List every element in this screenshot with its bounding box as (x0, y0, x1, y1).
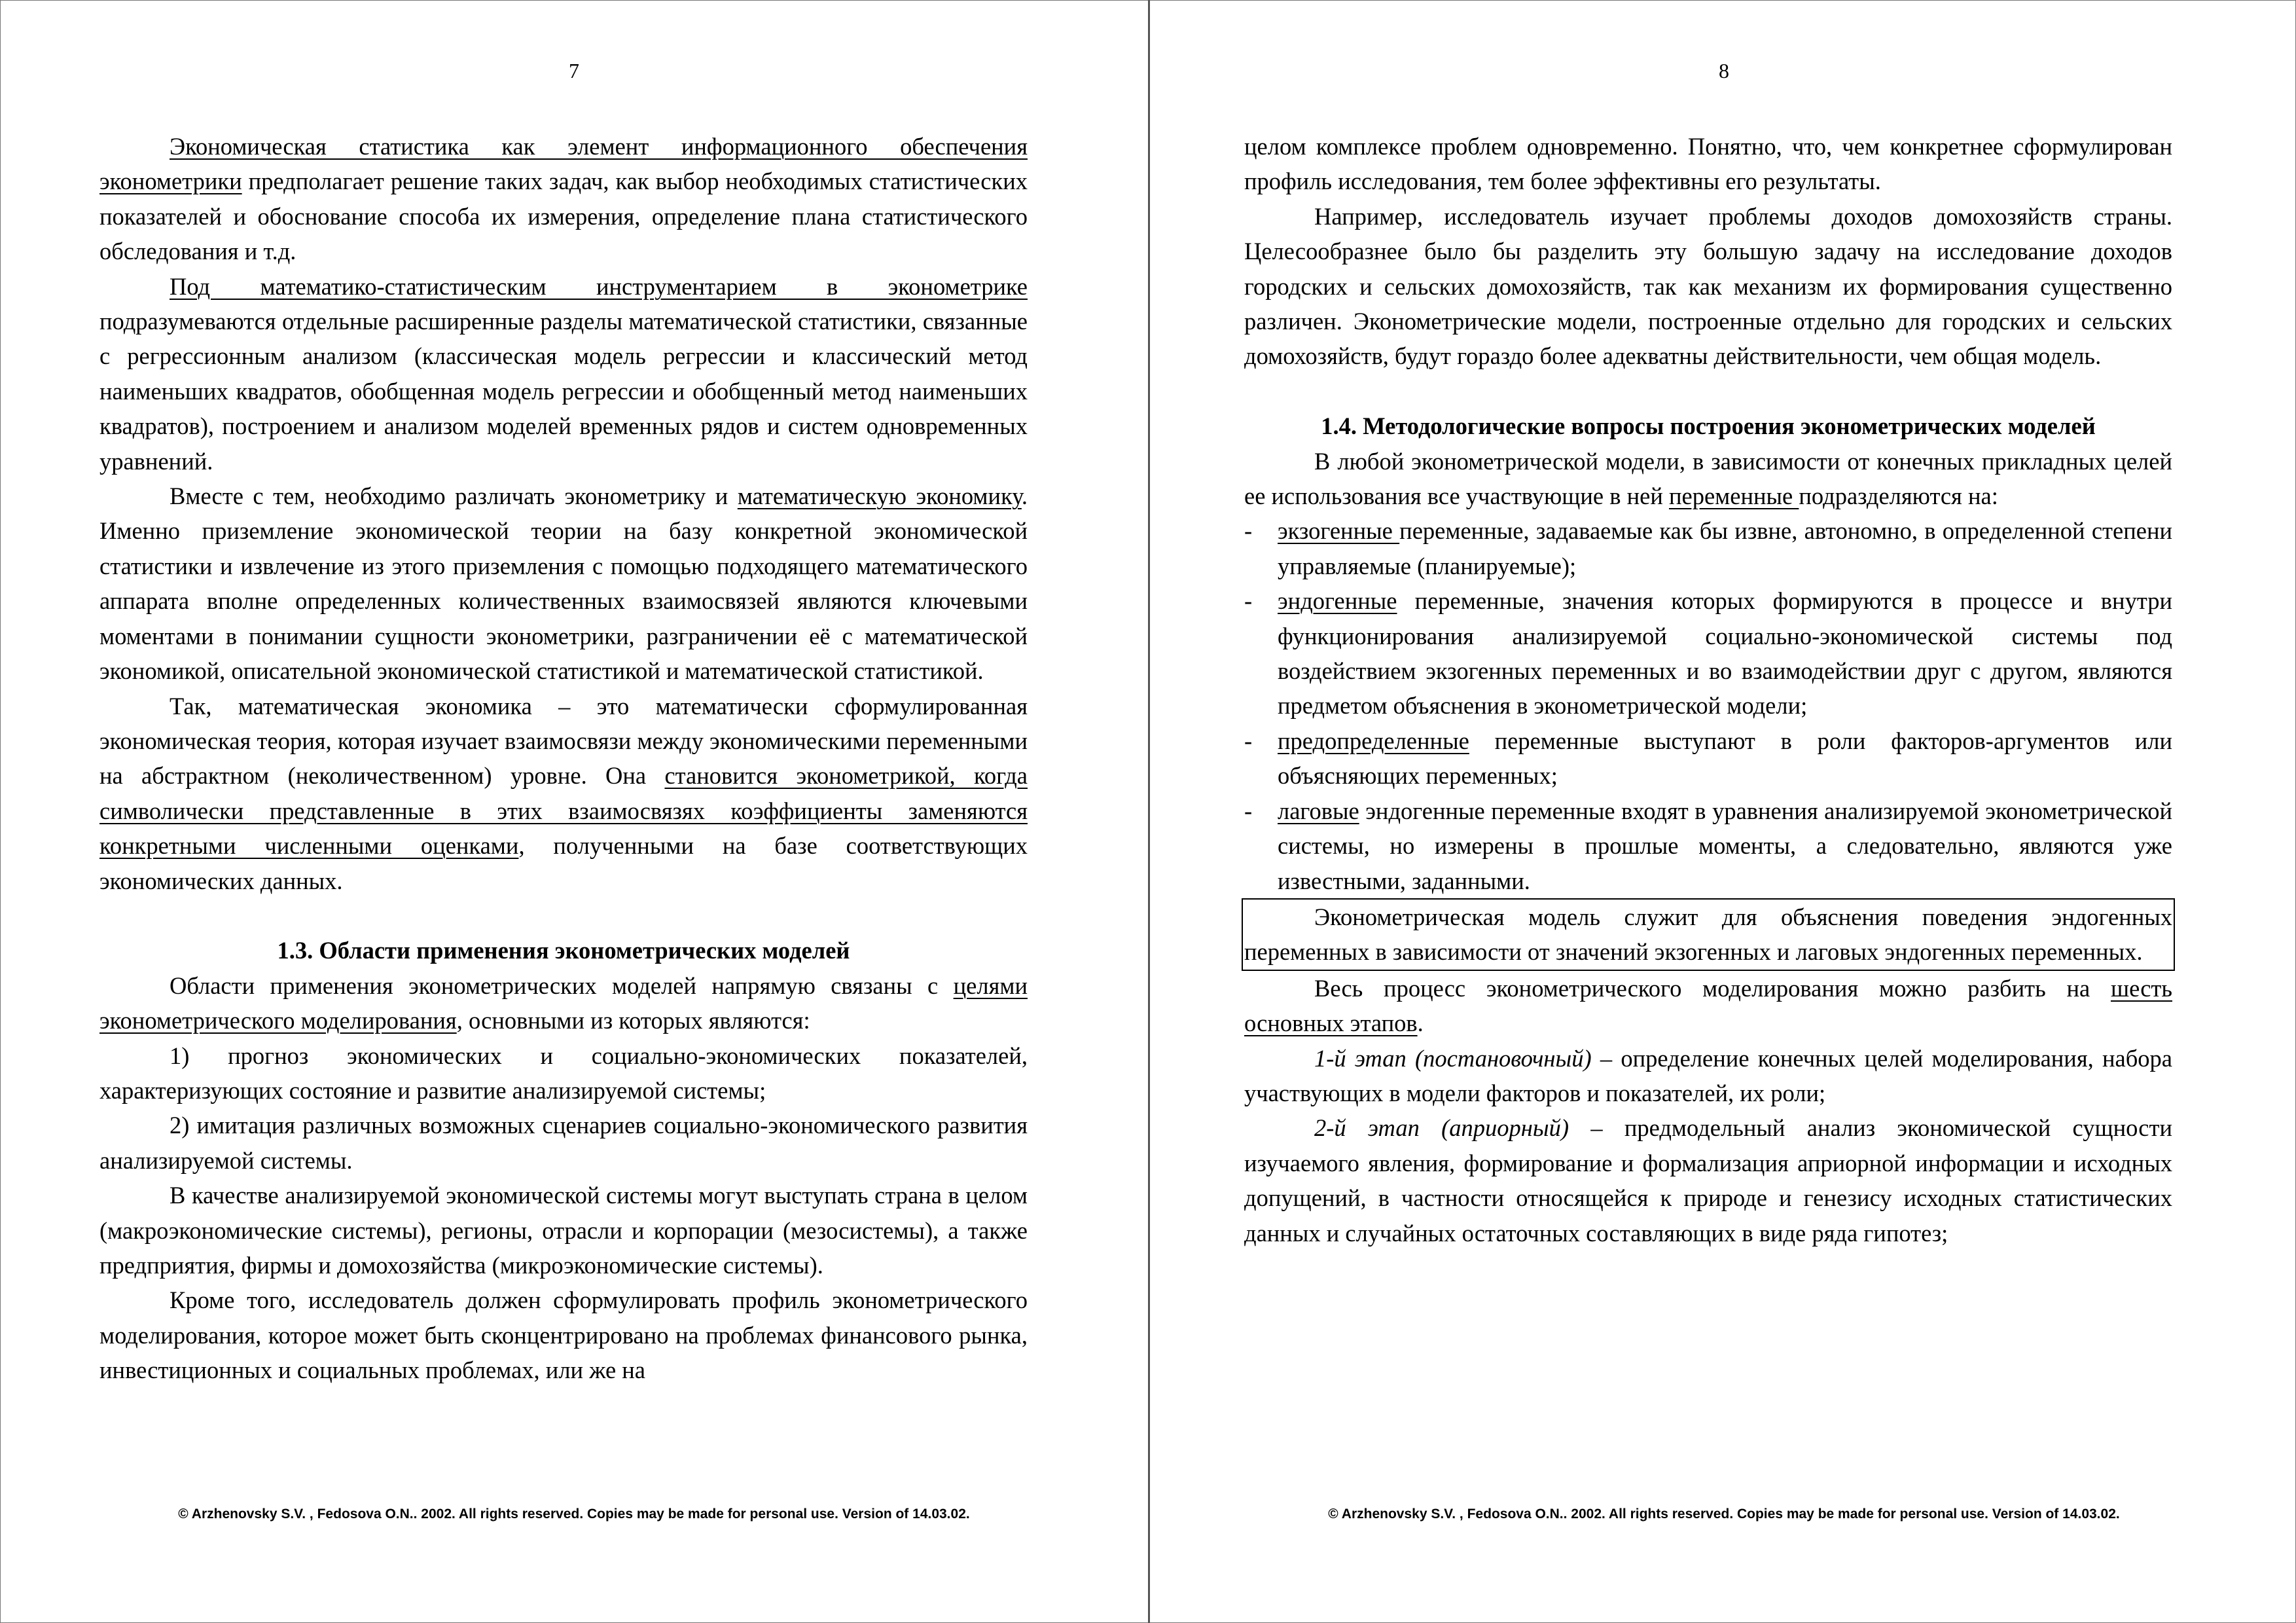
page-number: 8 (1719, 59, 1729, 82)
spacer (99, 898, 1028, 933)
paragraph: В любой эконометрической модели, в зависимости от конечных прикладных целей ее использования все участвующие в ней переменные подразделяются на: (1244, 447, 2172, 510)
underlined-phrase: шесть основных этапов (1244, 974, 2172, 1037)
paragraph: Экономическая статистика как элемент информационного обеспечения эконометрики предполагает решение таких задач, как выбор необходимых статистических показателей и обоснование способа их измерения, определение плана статистического обследования и т.д. (99, 133, 1028, 265)
underlined-phrase: переменные (1668, 483, 1799, 510)
underlined-phrase: конкретными численными оценками (99, 832, 519, 860)
term: экзогенные (1278, 517, 1400, 545)
underlined-phrase: становится эконометрикой, когда символически представленные в этих взаимосвязях коэффициенты заменяются (99, 762, 1028, 824)
underlined-phrase: целями эконометрического моделирования (99, 972, 1028, 1034)
page-8 (1150, 0, 2296, 1623)
paragraph: Вместе с тем, необходимо различать эконометрику и математическую экономику. Именно приземление экономической теории на базу конкретной экономической статистики и извлечение из этого приземления с помощью подходящего математического аппарата вполне определенных количественных взаимосвязей являются ключевыми моментами в понимании сущности эконометрики, разграничении её с математической экономикой, описательной экономической статистикой и математической статистикой. (99, 483, 1028, 685)
list-item: - предопределенные переменные выступают в роли факторов-аргументов или объясняющих переменных; (1244, 727, 2172, 790)
page-body (99, 129, 1028, 1388)
term: лаговые (1278, 797, 1359, 824)
underlined-phrase: Под математико-статистическим инструментарием в эконометрике (170, 272, 1028, 300)
paragraph: Например, исследователь изучает проблемы доходов домохозяйств страны. Целесообразнее было бы разделить эту большую задачу на исследование доходов городских и сельских домохозяйств, так как механизм их формирования существенно различен. Эконометрические модели, построенные отдельно для городских и сельских домохозяйств, будут гораздо более адекватны действительности, чем общая модель. (1244, 202, 2172, 370)
variable-types-list (1244, 513, 2172, 898)
paragraph: Так, математическая экономика – это математически сформулированная экономическая теория, которая изучает взаимосвязи между экономическими переменными на абстрактном (неколичественном) уровне. Она становится эконометрикой, когда символически представленные в этих взаимосвязях коэффициенты заменяются конкретными численными оценками, полученными на базе соответствующих экономических данных. (99, 692, 1028, 894)
list-item: - эндогенные переменные, значения которых формируются в процессе и внутри функционирования анализируемой социально-экономической системы под воздействием экзогенных переменных и во взаимодействии друг с другом, являются предметом объяснения в эконометрической модели; (1244, 587, 2172, 720)
list-item: 2) имитация различных возможных сценариев социально-экономического развития анализируемой системы. (99, 1112, 1028, 1174)
section-heading: 1.4. Методологические вопросы построения эконометрических моделей (1321, 412, 2096, 440)
boxed-definition (1242, 898, 2175, 971)
paragraph: 1-й этап (постановочный) – определение конечных целей моделирования, набора участвующих в модели факторов и показателей, их роли; (1244, 1044, 2172, 1106)
paragraph: Эконометрическая модель служит для объяснения поведения эндогенных переменных в зависимости от значений экзогенных и лаговых эндогенных переменных. (1244, 903, 2172, 966)
paragraph: 2-й этап (априорный) – предмодельный анализ экономической сущности изучаемого явления, формирование и формализация априорной информации и исходных допущений, в частности относящейся к природе и генезису исходных статистических данных и случайных остаточных составляющих в виде ряда гипотез; (1244, 1114, 2172, 1247)
underlined-phrase: Экономическая статистика как элемент информационного обеспечения эконометрики (99, 133, 1028, 195)
spacer (1244, 374, 2172, 409)
paragraph: Под математико-статистическим инструментарием в эконометрике подразумеваются отдельные расширенные разделы математической статистики, связанные с регрессионным анализом (классическая модель регрессии и классический метод наименьших квадратов, обобщенная модель регрессии и обобщенный метод наименьших квадратов), построением и анализом моделей временных рядов и систем одновременных уравнений. (99, 272, 1028, 475)
stage-label: 2-й этап (априорный) (1314, 1114, 1570, 1142)
stage-label: 1-й этап (постановочный) (1314, 1044, 1592, 1072)
paragraph: Весь процесс эконометрического моделирования можно разбить на шесть основных этапов. (1244, 974, 2172, 1037)
list-item: 1) прогноз экономических и социально-экономических показателей, характеризующих состояние и развитие анализируемой системы; (99, 1042, 1028, 1104)
term: эндогенные (1278, 587, 1397, 615)
paragraph: В качестве анализируемой экономической системы могут выступать страна в целом (макроэкономические системы), регионы, отрасли и корпорации (мезосистемы), а также предприятия, фирмы и домохозяйства (микроэкономические системы). (99, 1182, 1028, 1279)
paragraph: Кроме того, исследователь должен сформулировать профиль эконометрического моделирования, которое может быть сконцентрировано на проблемах финансового рынка, инвестиционных и социальных проблемах, или же на (99, 1286, 1028, 1384)
copyright-footer: © Arzhenovsky S.V. , Fedosova O.N.. 2002. All rights reserved. Copies may be made for personal use. Version of 14.03.02. (1328, 1506, 2120, 1522)
page-number: 7 (569, 59, 579, 82)
list-item: - экзогенные переменные, задаваемые как бы извне, автономно, в определенной степени управляемые (планируемые); (1244, 517, 2173, 579)
paragraph: Области применения эконометрических моделей напрямую связаны с целями эконометрического моделирования, основными из которых являются: (99, 972, 1028, 1034)
page-body (1244, 129, 2172, 1250)
section-heading: 1.3. Области применения эконометрических моделей (277, 937, 850, 964)
term: предопределенные (1278, 727, 1469, 754)
list-item: - лаговые эндогенные переменные входят в уравнения анализируемой эконометрической системы, но измерены в прошлые моменты, а следовательно, являются уже известными, заданными. (1244, 797, 2172, 894)
copyright-footer: © Arzhenovsky S.V. , Fedosova O.N.. 2002. All rights reserved. Copies may be made for personal use. Version of 14.03.02. (178, 1506, 970, 1522)
underlined-phrase: математическую экономику (737, 483, 1022, 510)
paragraph: целом комплексе проблем одновременно. Понятно, что, чем конкретнее сформулирован профиль исследования, тем более эффективны его результаты. (1244, 133, 2172, 195)
